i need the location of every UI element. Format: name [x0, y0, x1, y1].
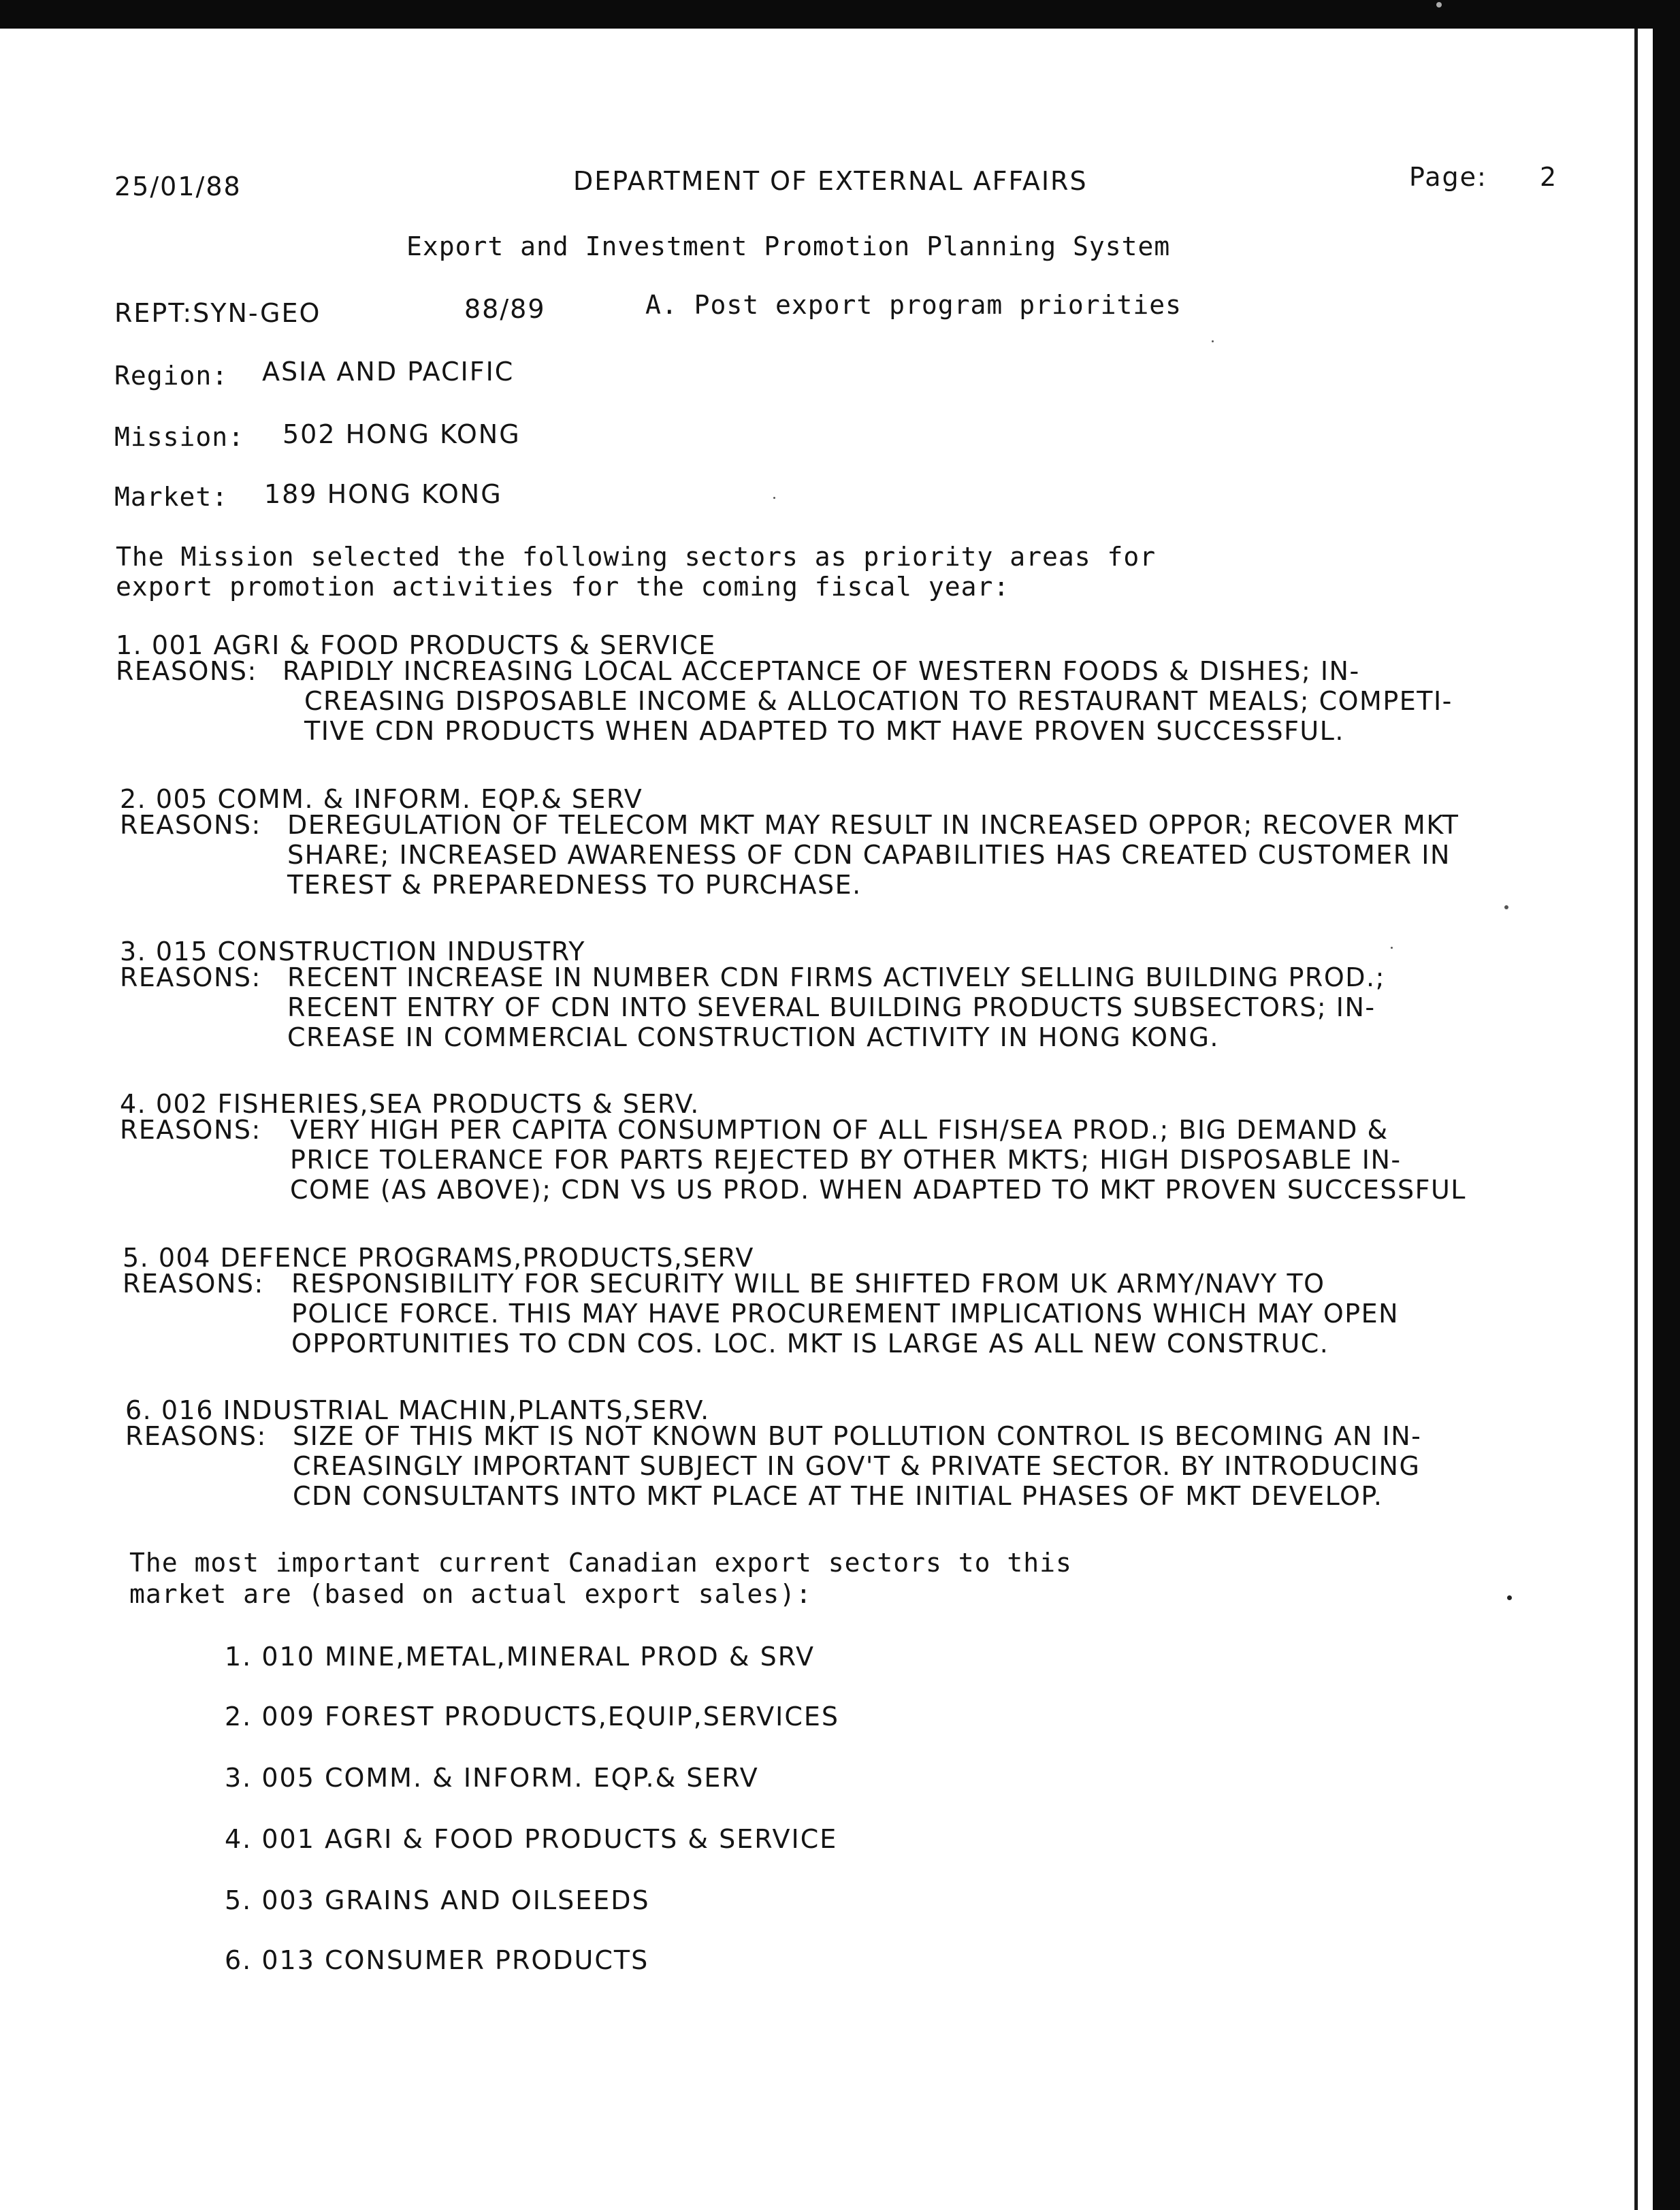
reason-line: SHARE; INCREASED AWARENESS OF CDN CAPABILITIES HAS CREATED CUSTOMER IN	[287, 840, 1451, 870]
reason-line: RECENT ENTRY OF CDN INTO SEVERAL BUILDING PRODUCTS SUBSECTORS; IN-	[287, 992, 1376, 1022]
region-label: Region:	[114, 361, 229, 391]
priority-sector-2	[120, 784, 1583, 900]
page-number: 2	[1540, 162, 1558, 192]
market-value: 189 HONG KONG	[264, 479, 502, 509]
mission-label: Mission:	[114, 422, 245, 452]
priority-sector-4	[120, 1089, 1590, 1205]
scan-speck	[1436, 2, 1442, 7]
scan-right-rule	[1634, 29, 1638, 2210]
priority-sector-6	[125, 1395, 1589, 1511]
scan-speck	[1507, 1595, 1512, 1600]
page-label: Page:	[1409, 162, 1487, 192]
scan-speck	[773, 497, 775, 499]
reasons-label: REASONS:	[120, 962, 261, 992]
scan-top-border	[0, 0, 1680, 29]
current-sector-item: 2. 009 FOREST PRODUCTS,EQUIP,SERVICES	[225, 1702, 840, 1732]
intro-line-2: export promotion activities for the coming fiscal year:	[116, 572, 1010, 602]
reasons-label: REASONS:	[120, 810, 261, 840]
intro-line-1: The Mission selected the following sectors as priority areas for	[116, 542, 1157, 572]
current-sector-item: 6. 013 CONSUMER PRODUCTS	[225, 1945, 649, 1975]
reason-line: POLICE FORCE. THIS MAY HAVE PROCUREMENT IMPLICATIONS WHICH MAY OPEN	[291, 1299, 1400, 1329]
sector-title: 6. 016 INDUSTRIAL MACHIN,PLANTS,SERV.	[125, 1395, 710, 1425]
report-title: A. Post export program priorities	[645, 290, 1182, 320]
reasons-label: REASONS:	[116, 656, 257, 686]
reason-line: VERY HIGH PER CAPITA CONSUMPTION OF ALL FISH/SEA PROD.; BIG DEMAND &	[290, 1115, 1389, 1145]
scan-speck	[1504, 905, 1508, 909]
sector-title: 4. 002 FISHERIES,SEA PRODUCTS & SERV.	[120, 1089, 700, 1119]
reason-line: CDN CONSULTANTS INTO MKT PLACE AT THE INITIAL PHASES OF MKT DEVELOP.	[293, 1481, 1383, 1511]
reason-line: TIVE CDN PRODUCTS WHEN ADAPTED TO MKT HAVE PROVEN SUCCESSFUL.	[304, 716, 1344, 746]
region-value: ASIA AND PACIFIC	[262, 357, 515, 387]
reasons-label: REASONS:	[123, 1269, 264, 1299]
department-name: DEPARTMENT OF EXTERNAL AFFAIRS	[573, 166, 1088, 196]
reason-line: CREASINGLY IMPORTANT SUBJECT IN GOV'T & PRIVATE SECTOR. BY INTRODUCING	[293, 1451, 1421, 1481]
reason-line: PRICE TOLERANCE FOR PARTS REJECTED BY OTHER MKTS; HIGH DISPOSABLE IN-	[290, 1145, 1402, 1175]
report-code: REPT:SYN-GEO	[114, 298, 321, 328]
current-sector-item: 3. 005 COMM. & INFORM. EQP.& SERV	[225, 1763, 759, 1793]
current-sector-item: 5. 003 GRAINS AND OILSEEDS	[225, 1885, 650, 1915]
priority-sector-1	[116, 630, 1579, 746]
sector-title: 1. 001 AGRI & FOOD PRODUCTS & SERVICE	[116, 630, 716, 660]
sector-title: 5. 004 DEFENCE PROGRAMS,PRODUCTS,SERV	[123, 1243, 754, 1273]
mission-value: 502 HONG KONG	[282, 419, 521, 449]
priority-sector-5	[123, 1243, 1586, 1359]
sector-title: 2. 005 COMM. & INFORM. EQP.& SERV	[120, 784, 643, 814]
scan-right-border	[1653, 29, 1680, 2210]
reason-line: CREASING DISPOSABLE INCOME & ALLOCATION TO RESTAURANT MEALS; COMPETI-	[304, 686, 1453, 716]
reason-line: RAPIDLY INCREASING LOCAL ACCEPTANCE OF WESTERN FOODS & DISHES; IN-	[282, 656, 1360, 686]
current-intro-line-1: The most important current Canadian export sectors to this	[129, 1548, 1072, 1578]
priority-sector-3	[120, 937, 1583, 1052]
reason-line: CREASE IN COMMERCIAL CONSTRUCTION ACTIVITY IN HONG KONG.	[287, 1022, 1220, 1052]
fiscal-year: 88/89	[464, 294, 546, 324]
reason-line: COME (AS ABOVE); CDN VS US PROD. WHEN ADAPTED TO MKT PROVEN SUCCESSFUL	[290, 1175, 1466, 1205]
reason-line: OPPORTUNITIES TO CDN COS. LOC. MKT IS LARGE AS ALL NEW CONSTRUC.	[291, 1329, 1329, 1359]
current-intro-line-2: market are (based on actual export sales):	[129, 1579, 812, 1609]
market-label: Market:	[114, 482, 229, 512]
reason-line: TEREST & PREPAREDNESS TO PURCHASE.	[287, 870, 862, 900]
report-date: 25/01/88	[114, 172, 242, 201]
scan-speck	[1212, 340, 1214, 342]
reasons-label: REASONS:	[125, 1421, 267, 1451]
reason-line: DEREGULATION OF TELECOM MKT MAY RESULT IN INCREASED OPPOR; RECOVER MKT	[287, 810, 1459, 840]
sector-title: 3. 015 CONSTRUCTION INDUSTRY	[120, 937, 585, 966]
system-title: Export and Investment Promotion Planning System	[406, 231, 1171, 261]
reason-line: RESPONSIBILITY FOR SECURITY WILL BE SHIFTED FROM UK ARMY/NAVY TO	[291, 1269, 1325, 1299]
current-sector-item: 4. 001 AGRI & FOOD PRODUCTS & SERVICE	[225, 1824, 838, 1854]
reason-line: RECENT INCREASE IN NUMBER CDN FIRMS ACTIVELY SELLING BUILDING PROD.;	[287, 962, 1385, 992]
current-sector-item: 1. 010 MINE,METAL,MINERAL PROD & SRV	[225, 1642, 815, 1672]
reasons-label: REASONS:	[120, 1115, 261, 1145]
reason-line: SIZE OF THIS MKT IS NOT KNOWN BUT POLLUTION CONTROL IS BECOMING AN IN-	[293, 1421, 1422, 1451]
